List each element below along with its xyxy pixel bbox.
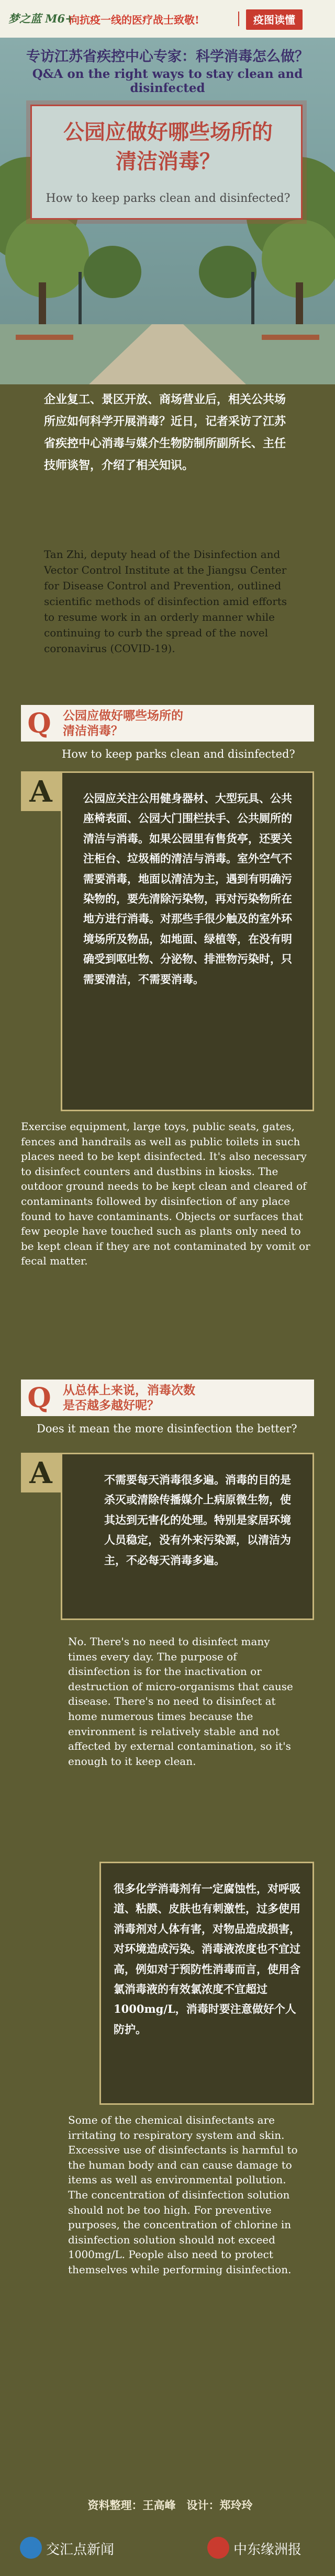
q2-question-line1: 从总体上来说，消毒次数	[63, 1383, 195, 1397]
tree-mid-1	[84, 246, 141, 298]
lamp-post-right	[251, 272, 254, 329]
series-title-cn: 专访江苏省疾控中心专家：科学消毒怎么做？	[26, 49, 309, 65]
q1-letter-box: Q	[21, 705, 58, 742]
tree-trunk-right	[296, 282, 303, 329]
right-logo-icon	[207, 2537, 229, 2559]
a3-answer-cn: 很多化学消毒剂有一定腐蚀性，对呼吸道、粘膜、皮肤也有刺激性，过多使用消毒剂对人体有害，对物品造成损害，对环境造成污染。消毒液浓度也不宜过高，例如对于预防性消毒而言，使用含氯消毒液的有效氯浓度不宜超过1000mg/L，消毒时要注意做好个人防护。	[114, 1882, 300, 2036]
bench-right	[262, 335, 319, 340]
a1-answer-panel	[61, 771, 314, 1111]
intro-text-en: Tan Zhi, deputy head of the Disinfection and Vector Control Institute at the Jiangsu Center for Disease Control and Prevention, outlined scientific methods of disinfection amid efforts to resume work in an orderly manner while continuing to curb the spread of the novel coronavirus (COVID-19).	[44, 548, 287, 655]
a1-answer-cn: 公园应关注公用健身器材、大型玩具、公共座椅表面、公园大门围栏扶手、公共厕所的清洁与消毒。如果公园里有售货亭，还要关注柜台、垃圾桶的清洁与消毒。室外空气不需要消毒，地面以清洁为主，遇到有明确污染物的，要先清除污染物，再对污染物所在地方进行消毒。对那些手很少触及的室外环境场所及物品，如地面、绿植等，在没有明确受到呕吐物、分泌物、排泄物污染时，只需要清洁，不需要消毒。	[83, 792, 292, 986]
main-title-en: How to keep parks clean and disinfected?	[46, 192, 291, 205]
right-logo-text: 中东缘洲报	[233, 2541, 302, 2557]
bench-left	[16, 335, 73, 340]
a1-answer-en: Exercise equipment, large toys, public seats, gates, fences and handrails as well as public toilets in such places need to be kept disinfected. It's also necessary to disinfect counters and dustbins in kiosks. The outdoor ground needs to be kept clean and cleared of contaminants followed by disinfection of any place found to have contaminants. Objects or surfaces that few people have touched such as plants only need to be kept clean if they are not contaminated by vomit or fecal matter.	[21, 1120, 310, 1268]
a1-letter-box: A	[21, 771, 61, 811]
q1-question-line1: 公园应做好哪些场所的	[63, 709, 183, 723]
intro-text-cn: 企业复工、景区开放、商场营业后，相关公共场所应如何科学开展消毒？近日，记者采访了江苏省疾控中心消毒与媒介生物防制所副所长、主任技师谈智，介绍了相关知识。	[44, 393, 286, 472]
header-illustration	[0, 0, 335, 384]
q2-band	[58, 1380, 314, 1416]
intro-section	[0, 384, 335, 698]
q2-question-cn	[63, 1383, 304, 1413]
q1-band	[58, 705, 314, 742]
a3-answer-panel	[99, 1862, 314, 2105]
a3-answer-en: Some of the chemical disinfectants are irritating to respiratory system and skin. Excessive use of disinfectants is harmful to the human body and can cause damage to items as well as environmental pollution. The concentration of disinfection solution should not be too high. For preventive purposes, the concentration of chlorine in disinfection solution should not exceed 1000mg/L. People also need to protect themselves while performing disinfection.	[68, 2114, 298, 2276]
q1-question-cn	[63, 708, 304, 738]
lamp-post-left	[79, 272, 82, 329]
main-title-line1: 公园应做好哪些场所的	[63, 120, 273, 144]
a2-answer-en: No. There's no need to disinfect many times every day. The purpose of disinfection is for the inactivation or destruction of micro-organisms that cause disease. There's no need to disinfect at home numerous times because the environment is relatively stable and not affected by external contamination, so it's enough to it keep clean.	[68, 1635, 293, 1768]
q2-letter-box: Q	[21, 1380, 58, 1416]
left-logo-text: 交汇点新闻	[46, 2541, 115, 2557]
main-title-box	[30, 105, 303, 220]
q2-question-en: Does it mean the more disinfection the better?	[37, 1422, 297, 1435]
top-bar	[0, 0, 335, 38]
q1-question-line2: 清洁消毒？	[63, 724, 123, 738]
topbar-divider	[238, 12, 239, 26]
a2-letter-box: A	[21, 1453, 61, 1492]
series-title-en: Q&A on the right ways to stay clean and disinfected	[32, 67, 303, 95]
tree-left-2	[5, 214, 89, 298]
brand-logo: 梦之蓝 M6+	[8, 12, 74, 25]
left-logo-icon	[20, 2537, 42, 2559]
credits: 资料整理：王高峰 设计：郑玲玲	[87, 2499, 253, 2512]
q2-question-line2: 是否越多越好呢？	[63, 1398, 159, 1412]
tree-trunk-left	[39, 282, 46, 329]
main-title	[32, 118, 304, 176]
q1-question-en: How to keep parks clean and disinfected?	[62, 748, 295, 760]
main-title-line2: 清洁消毒？	[116, 149, 220, 174]
slogan-text: 向抗疫一线的医疗战士致敬!	[69, 14, 199, 26]
column-tag: 疫图读懂	[246, 9, 303, 30]
tree-mid-2	[199, 246, 256, 298]
a2-answer-panel	[61, 1453, 314, 1620]
a2-answer-cn: 不需要每天消毒很多遍。消毒的目的是杀灭或清除传播媒介上病原微生物，使其达到无害化的处理。特别是家居环境人员稳定，没有外来污染源，以清洁为主，不必每天消毒多遍。	[104, 1473, 291, 1567]
